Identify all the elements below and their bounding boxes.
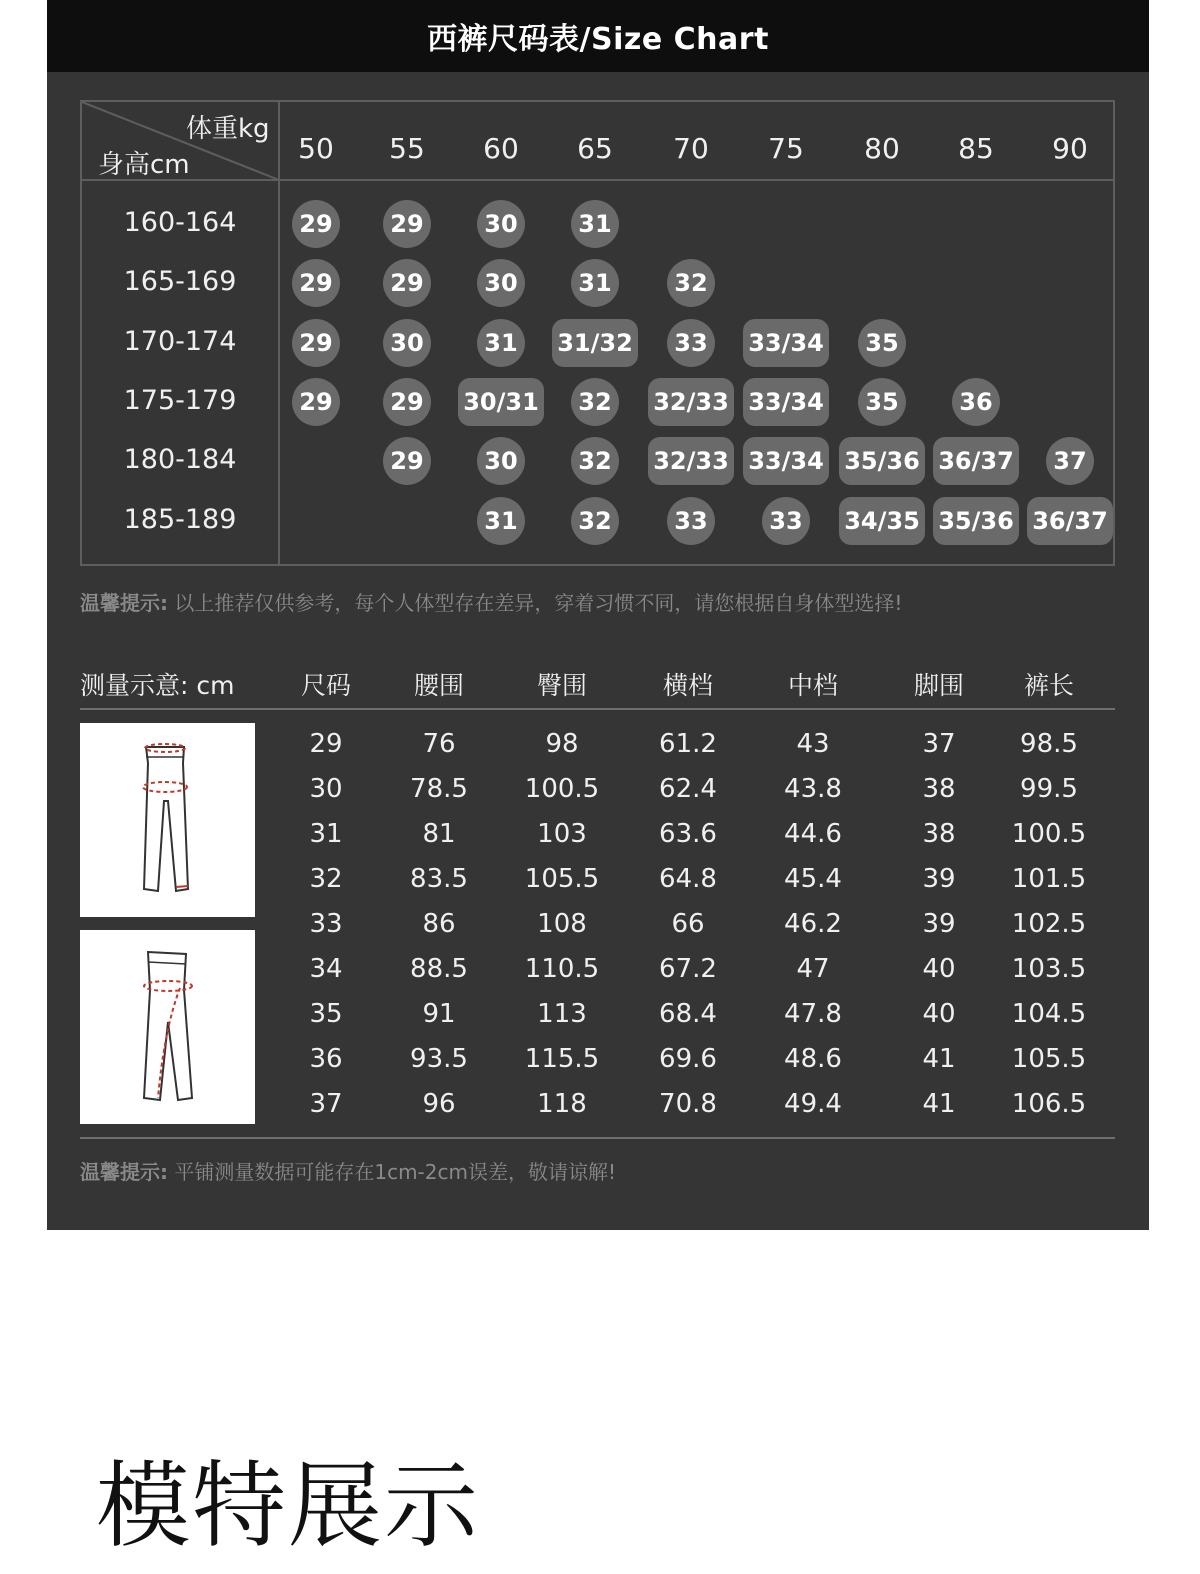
measurement-column-header: 中档 — [787, 671, 838, 700]
size-chip: 29 — [383, 200, 431, 248]
measurement-cell: 32 — [309, 864, 343, 894]
size-chip: 32 — [571, 378, 619, 426]
measurement-cell: 38 — [922, 774, 956, 804]
measurement-cell: 105.5 — [1011, 1044, 1087, 1074]
size-chip: 32 — [571, 497, 619, 545]
measurement-cell: 100.5 — [1011, 819, 1087, 849]
size-chip: 32/33 — [648, 437, 734, 485]
measurement-cell: 34 — [309, 954, 343, 984]
measurement-cell: 66 — [671, 909, 705, 939]
table-divider-horizontal — [82, 179, 1113, 181]
height-row-label: 160-164 — [123, 207, 237, 238]
measurement-cell: 78.5 — [410, 774, 468, 804]
height-row-label: 170-174 — [123, 326, 237, 357]
measurement-tip — [80, 1156, 616, 1185]
size-chip: 35 — [858, 378, 906, 426]
recommendation-tip — [80, 587, 902, 616]
size-chip: 29 — [292, 319, 340, 367]
measurement-cell: 33 — [309, 909, 343, 939]
measurement-cell: 99.5 — [1020, 774, 1078, 804]
measurement-cell: 37 — [922, 729, 956, 759]
size-chip: 32 — [571, 437, 619, 485]
size-chip: 29 — [292, 200, 340, 248]
size-chip: 37 — [1046, 437, 1094, 485]
height-row-label: 165-169 — [123, 266, 237, 297]
size-chip: 35/36 — [933, 497, 1019, 545]
tip-text: 平铺测量数据可能存在1cm-2cm误差，敬请谅解! — [174, 1160, 616, 1184]
size-chip: 31 — [477, 497, 525, 545]
size-chip: 29 — [383, 259, 431, 307]
weight-column-header: 65 — [577, 132, 613, 165]
measurement-cell: 103.5 — [1011, 954, 1087, 984]
measurement-cell: 41 — [922, 1044, 956, 1074]
measurement-cell: 91 — [422, 999, 456, 1029]
measurement-cell: 47.8 — [784, 999, 842, 1029]
measurement-cell: 100.5 — [524, 774, 600, 804]
size-chip: 30 — [383, 319, 431, 367]
measurement-cell: 83.5 — [410, 864, 468, 894]
size-chip: 36/37 — [1027, 497, 1113, 545]
size-chip: 36/37 — [933, 437, 1019, 485]
model-section-title: 模特展示 — [96, 1452, 481, 1561]
tip-label: 温馨提示: — [80, 591, 168, 615]
measurement-cell: 40 — [922, 999, 956, 1029]
measurement-cell: 69.6 — [659, 1044, 717, 1074]
measurement-cell: 29 — [309, 729, 343, 759]
measurement-column-header: 尺码 — [300, 671, 351, 700]
size-chip: 29 — [383, 378, 431, 426]
measurement-cell: 93.5 — [410, 1044, 468, 1074]
table-divider-vertical — [278, 102, 280, 564]
measurement-column-header: 脚围 — [913, 671, 964, 700]
size-chip: 32 — [667, 259, 715, 307]
measurement-cell: 102.5 — [1011, 909, 1087, 939]
size-chip: 33 — [667, 497, 715, 545]
size-chip: 29 — [383, 437, 431, 485]
size-chip: 36 — [952, 378, 1000, 426]
measurement-cell: 39 — [922, 864, 956, 894]
measurement-cell: 41 — [922, 1089, 956, 1119]
measurement-column-header: 腰围 — [413, 671, 464, 700]
measurement-cell: 76 — [422, 729, 456, 759]
measurement-cell: 43.8 — [784, 774, 842, 804]
measurement-cell: 105.5 — [524, 864, 600, 894]
measurement-cell: 38 — [922, 819, 956, 849]
measurement-cell: 36 — [309, 1044, 343, 1074]
measurement-cell: 103 — [537, 819, 587, 849]
size-chip: 33/34 — [743, 378, 829, 426]
size-chip: 31/32 — [552, 319, 638, 367]
size-chart-header — [47, 0, 1149, 72]
height-row-label: 180-184 — [123, 444, 237, 475]
size-chart-panel — [47, 0, 1149, 1230]
measurement-cell: 70.8 — [659, 1089, 717, 1119]
measurement-cell: 39 — [922, 909, 956, 939]
size-chip: 30 — [477, 259, 525, 307]
measurement-cell: 110.5 — [524, 954, 600, 984]
pants-side-diagram — [80, 930, 255, 1124]
size-recommendation-table — [80, 100, 1115, 566]
measurement-cell: 30 — [309, 774, 343, 804]
size-chip: 30 — [477, 200, 525, 248]
size-chip: 33/34 — [743, 319, 829, 367]
measurement-cell: 101.5 — [1011, 864, 1087, 894]
measurement-cell: 86 — [422, 909, 456, 939]
height-row-label: 185-189 — [123, 504, 237, 535]
size-chip: 33/34 — [743, 437, 829, 485]
measurement-cell: 104.5 — [1011, 999, 1087, 1029]
measurement-column-header: 裤长 — [1023, 671, 1074, 700]
measurement-cell: 40 — [922, 954, 956, 984]
weight-column-header: 50 — [298, 132, 334, 165]
size-chip: 35 — [858, 319, 906, 367]
measurement-cell: 63.6 — [659, 819, 717, 849]
measurement-cell: 48.6 — [784, 1044, 842, 1074]
measurement-cell: 98 — [545, 729, 579, 759]
measurement-cell: 45.4 — [784, 864, 842, 894]
weight-column-header: 85 — [958, 132, 994, 165]
measurement-cell: 62.4 — [659, 774, 717, 804]
measurement-cell: 115.5 — [524, 1044, 600, 1074]
size-chip: 34/35 — [839, 497, 925, 545]
measurement-column-header: 臀围 — [536, 671, 587, 700]
measurement-column-header: 横档 — [662, 671, 713, 700]
measurement-cell: 88.5 — [410, 954, 468, 984]
weight-axis-label: 体重kg — [186, 114, 270, 144]
measurement-cell: 98.5 — [1020, 729, 1078, 759]
weight-column-header: 55 — [389, 132, 425, 165]
tip-text: 以上推荐仅供参考，每个人体型存在差异，穿着习惯不同，请您根据自身体型选择! — [174, 591, 903, 615]
size-chip: 35/36 — [839, 437, 925, 485]
height-row-label: 175-179 — [123, 385, 237, 416]
size-chip: 31 — [571, 200, 619, 248]
measurement-cell: 64.8 — [659, 864, 717, 894]
size-chip: 29 — [292, 378, 340, 426]
measurement-cell: 44.6 — [784, 819, 842, 849]
size-chip: 33 — [667, 319, 715, 367]
height-axis-label: 身高cm — [98, 150, 190, 180]
measurement-title: 测量示意: cm — [80, 671, 235, 700]
measurement-cell: 81 — [422, 819, 456, 849]
weight-column-header: 90 — [1052, 132, 1088, 165]
size-chip: 31 — [571, 259, 619, 307]
size-chip: 31 — [477, 319, 525, 367]
size-chart-title: 西裤尺码表/Size Chart — [427, 22, 769, 57]
weight-column-header: 75 — [768, 132, 804, 165]
size-chip: 29 — [292, 259, 340, 307]
size-chip: 33 — [762, 497, 810, 545]
weight-column-header: 80 — [864, 132, 900, 165]
measurement-cell: 49.4 — [784, 1089, 842, 1119]
measurement-cell: 47 — [796, 954, 830, 984]
weight-column-header: 60 — [483, 132, 519, 165]
measurement-cell: 37 — [309, 1089, 343, 1119]
pants-front-diagram — [80, 723, 255, 917]
measurement-cell: 61.2 — [659, 729, 717, 759]
measurement-footer-divider — [80, 1137, 1115, 1139]
weight-column-header: 70 — [673, 132, 709, 165]
size-chip: 30 — [477, 437, 525, 485]
measurement-cell: 96 — [422, 1089, 456, 1119]
tip-label: 温馨提示: — [80, 1160, 168, 1184]
measurement-cell: 118 — [537, 1089, 587, 1119]
measurement-header-divider — [80, 708, 1115, 710]
measurement-cell: 67.2 — [659, 954, 717, 984]
measurement-cell: 68.4 — [659, 999, 717, 1029]
measurement-cell: 31 — [309, 819, 343, 849]
measurement-cell: 113 — [537, 999, 587, 1029]
measurement-cell: 106.5 — [1011, 1089, 1087, 1119]
measurement-cell: 108 — [537, 909, 587, 939]
measurement-cell: 35 — [309, 999, 343, 1029]
measurement-cell: 43 — [796, 729, 830, 759]
measurement-cell: 46.2 — [784, 909, 842, 939]
size-chip: 30/31 — [458, 378, 544, 426]
size-chip: 32/33 — [648, 378, 734, 426]
